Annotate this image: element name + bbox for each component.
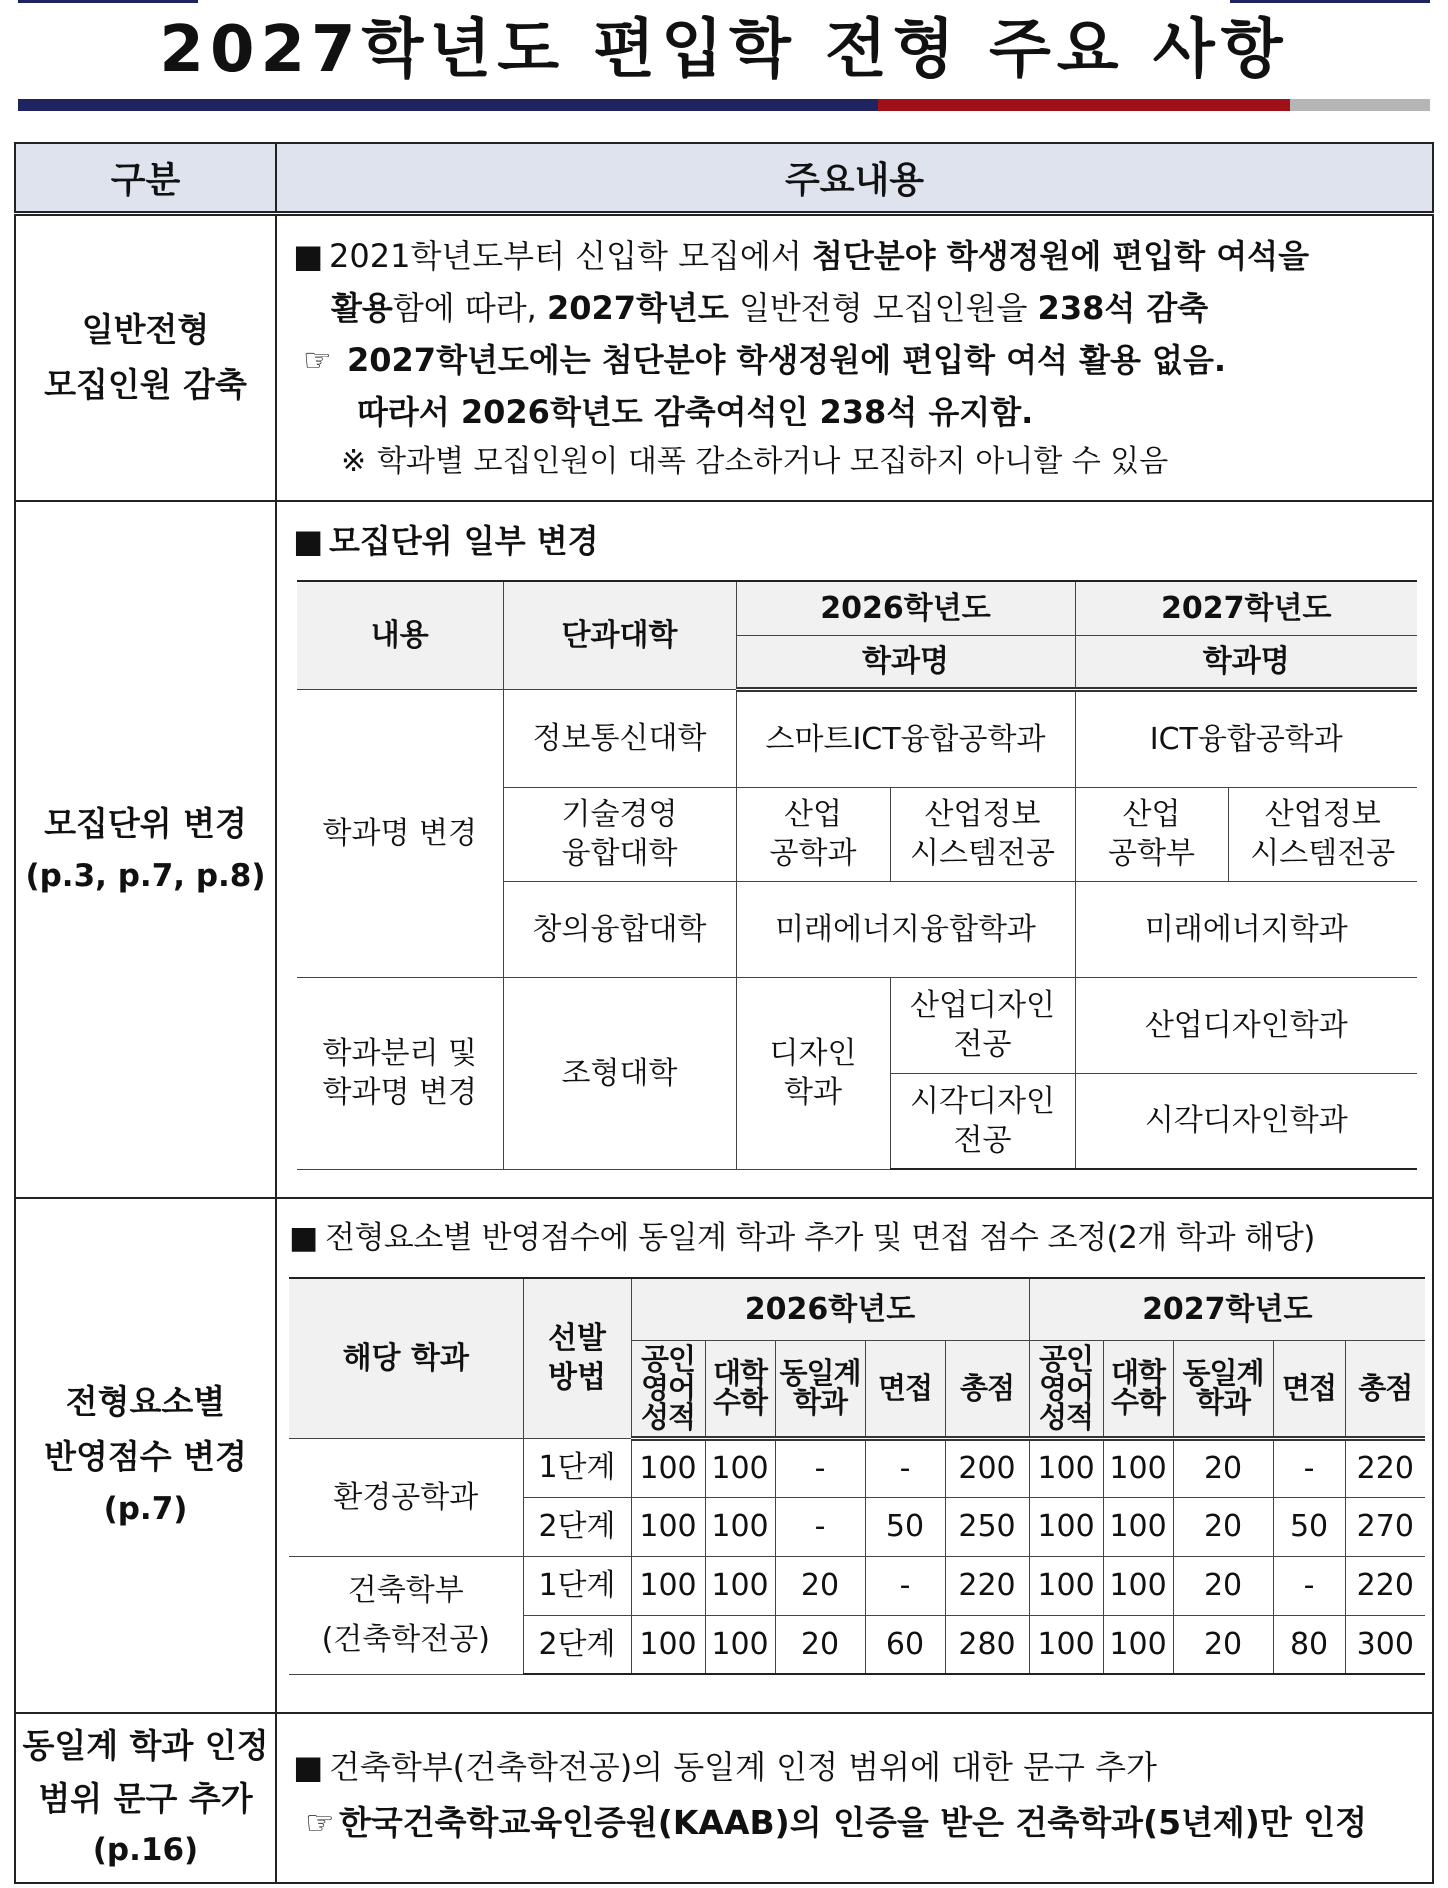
pointer-note: ☞ 2027학년도에는 첨단분야 학생정원에 편입학 여석 활용 없음. xyxy=(293,334,1418,386)
score-cell: - xyxy=(775,1497,865,1556)
section-general-reduction xyxy=(15,213,1433,501)
title-underline-gray xyxy=(1290,99,1430,111)
section-body xyxy=(276,1198,1433,1713)
step-cell: 1단계 xyxy=(523,1556,631,1615)
th-year-2027: 2027학년도 xyxy=(1075,581,1417,635)
dept-2027-cell: ICT융합공학과 xyxy=(1075,689,1417,787)
score-cell: 100 xyxy=(1103,1556,1173,1615)
dept-env: 환경공학과 xyxy=(289,1438,523,1556)
th-total-2027: 총점 xyxy=(1345,1340,1425,1438)
group-split: 학과분리 및 학과명 변경 xyxy=(297,977,503,1169)
reference-note: ※ 학과별 모집인원이 대폭 감소하거나 모집하지 아니할 수 있음 xyxy=(293,438,1418,486)
th-dept-2027: 학과명 xyxy=(1075,635,1417,689)
score-cell: 100 xyxy=(705,1497,775,1556)
bullet-paragraph: ■ 건축학부(건축학전공)의 동일계 인정 범위에 대한 문구 추가 xyxy=(293,1739,1418,1795)
dept-2027-cell: 산업정보 시스템전공 xyxy=(1228,787,1417,881)
score-cell: 300 xyxy=(1345,1615,1425,1674)
dept-2026-cell: 미래에너지융합학과 xyxy=(736,881,1075,977)
score-table xyxy=(289,1277,1425,1675)
dept-2026-cell: 스마트ICT융합공학과 xyxy=(736,689,1075,787)
dept-2027-cell: 시각디자인학과 xyxy=(1075,1073,1417,1169)
th-math-2027: 대학 수학 xyxy=(1103,1340,1173,1438)
page-title: 2027학년도 편입학 전형 주요 사항 xyxy=(159,13,1289,87)
square-bullet-icon: ■ xyxy=(293,1748,324,1786)
score-cell: 100 xyxy=(705,1438,775,1497)
section-label: 일반전형 모집인원 감축 xyxy=(15,213,276,501)
score-cell: 20 xyxy=(1173,1556,1273,1615)
section-body xyxy=(276,1713,1433,1883)
section-body xyxy=(276,213,1433,501)
dept-2027-cell: 미래에너지학과 xyxy=(1075,881,1417,977)
score-cell: 220 xyxy=(1345,1556,1425,1615)
table-row xyxy=(289,1556,1425,1615)
score-cell: 220 xyxy=(945,1556,1029,1615)
college-cell: 정보통신대학 xyxy=(503,689,736,787)
score-cell: 100 xyxy=(705,1556,775,1615)
score-cell: 20 xyxy=(775,1615,865,1674)
score-cell: 220 xyxy=(1345,1438,1425,1497)
college-cell: 기술경영 융합대학 xyxy=(503,787,736,881)
th-content: 내용 xyxy=(297,581,503,689)
score-cell: 100 xyxy=(631,1438,705,1497)
main-table xyxy=(14,142,1434,1884)
reference-mark-icon: ※ xyxy=(341,443,367,479)
score-cell: 100 xyxy=(1029,1615,1103,1674)
dept-2026-cell: 디자인 학과 xyxy=(736,977,890,1169)
section-score-change xyxy=(15,1198,1433,1713)
section-label: 동일계 학과 인정 범위 문구 추가 (p.16) xyxy=(15,1713,276,1883)
title-underline-red xyxy=(878,99,1290,111)
score-cell: 200 xyxy=(945,1438,1029,1497)
bullet-paragraph-cont: 활용함에 따라, 2027학년도 일반전형 모집인원을 238석 감축 xyxy=(331,288,1209,327)
pointer-note: ☞ 한국건축학교육인증원(KAAB)의 인증을 받은 건축학과(5년제)만 인정 xyxy=(293,1795,1418,1851)
header-category: 구분 xyxy=(15,143,276,213)
th-dept-2026: 학과명 xyxy=(736,635,1075,689)
square-bullet-icon: ■ xyxy=(293,236,324,275)
score-cell: 20 xyxy=(775,1556,865,1615)
th-year-2027: 2027학년도 xyxy=(1029,1278,1425,1340)
score-cell: 100 xyxy=(1103,1615,1173,1674)
pointing-hand-icon: ☞ xyxy=(303,340,332,379)
college-cell: 창의융합대학 xyxy=(503,881,736,977)
step-cell: 2단계 xyxy=(523,1615,631,1674)
pointer-note-cont: 따라서 2026학년도 감축여석인 238석 유지함. xyxy=(357,392,1034,431)
th-english-2027: 공인 영어 성적 xyxy=(1029,1340,1103,1438)
college-cell: 조형대학 xyxy=(503,977,736,1169)
th-same-2026: 동일계 학과 xyxy=(775,1340,865,1438)
th-math-2026: 대학 수학 xyxy=(705,1340,775,1438)
pointing-hand-icon: ☞ xyxy=(305,1803,335,1842)
th-total-2026: 총점 xyxy=(945,1340,1029,1438)
score-cell: - xyxy=(1273,1556,1345,1615)
score-cell: 100 xyxy=(1029,1497,1103,1556)
score-cell: 100 xyxy=(631,1556,705,1615)
th-interview-2027: 면접 xyxy=(1273,1340,1345,1438)
score-cell: 100 xyxy=(1029,1438,1103,1497)
th-same-2027: 동일계 학과 xyxy=(1173,1340,1273,1438)
score-cell: - xyxy=(865,1556,945,1615)
section-equivalent-dept xyxy=(15,1713,1433,1883)
square-bullet-icon: ■ xyxy=(289,1220,318,1256)
th-year-2026: 2026학년도 xyxy=(631,1278,1029,1340)
unit-change-table xyxy=(297,580,1417,1170)
score-cell: 20 xyxy=(1173,1497,1273,1556)
score-cell: - xyxy=(1273,1438,1345,1497)
section-label: 전형요소별 반영점수 변경 (p.7) xyxy=(15,1198,276,1713)
square-bullet-icon: ■ xyxy=(293,522,324,560)
score-cell: 20 xyxy=(1173,1615,1273,1674)
section-unit-change xyxy=(15,501,1433,1198)
bullet-paragraph: ■ 2021학년도부터 신입학 모집에서 첨단분야 학생정원에 편입학 여석을 xyxy=(293,230,1418,282)
dept-2026-sub-cell: 시각디자인 전공 xyxy=(890,1073,1075,1169)
score-cell: 50 xyxy=(865,1497,945,1556)
dept-2027-cell: 산업 공학부 xyxy=(1075,787,1228,881)
step-cell: 2단계 xyxy=(523,1497,631,1556)
group-rename: 학과명 변경 xyxy=(297,689,503,977)
section-label: 모집단위 변경 (p.3, p.7, p.8) xyxy=(15,501,276,1198)
score-cell: 100 xyxy=(1103,1438,1173,1497)
score-cell: 280 xyxy=(945,1615,1029,1674)
dept-arch: 건축학부 (건축학전공) xyxy=(289,1556,523,1674)
th-year-2026: 2026학년도 xyxy=(736,581,1075,635)
th-dept: 해당 학과 xyxy=(289,1278,523,1438)
th-college: 단과대학 xyxy=(503,581,736,689)
subsection-heading: ■ 전형요소별 반영점수에 동일계 학과 추가 및 면접 점수 조정(2개 학과 해당) xyxy=(289,1211,1426,1265)
score-cell: 50 xyxy=(1273,1497,1345,1556)
dept-2026-cell: 산업정보 시스템전공 xyxy=(890,787,1075,881)
dept-2026-sub-cell: 산업디자인 전공 xyxy=(890,977,1075,1073)
header-content: 주요내용 xyxy=(276,143,1433,213)
score-cell: 20 xyxy=(1173,1438,1273,1497)
score-cell: 270 xyxy=(1345,1497,1425,1556)
section-body xyxy=(276,501,1433,1198)
score-cell: 60 xyxy=(865,1615,945,1674)
score-cell: - xyxy=(775,1438,865,1497)
score-cell: 100 xyxy=(631,1615,705,1674)
title-underline-navy xyxy=(18,99,878,111)
th-interview-2026: 면접 xyxy=(865,1340,945,1438)
score-cell: 100 xyxy=(1103,1497,1173,1556)
score-cell: 100 xyxy=(705,1615,775,1674)
th-method: 선발 방법 xyxy=(523,1278,631,1438)
score-cell: 100 xyxy=(1029,1556,1103,1615)
score-cell: - xyxy=(865,1438,945,1497)
th-english-2026: 공인 영어 성적 xyxy=(631,1340,705,1438)
score-cell: 80 xyxy=(1273,1615,1345,1674)
score-cell: 100 xyxy=(631,1497,705,1556)
subsection-heading: ■ 모집단위 일부 변경 xyxy=(293,514,1418,568)
step-cell: 1단계 xyxy=(523,1438,631,1497)
table-row xyxy=(289,1438,1425,1497)
dept-2027-cell: 산업디자인학과 xyxy=(1075,977,1417,1073)
dept-2026-cell: 산업 공학과 xyxy=(736,787,890,881)
score-cell: 250 xyxy=(945,1497,1029,1556)
